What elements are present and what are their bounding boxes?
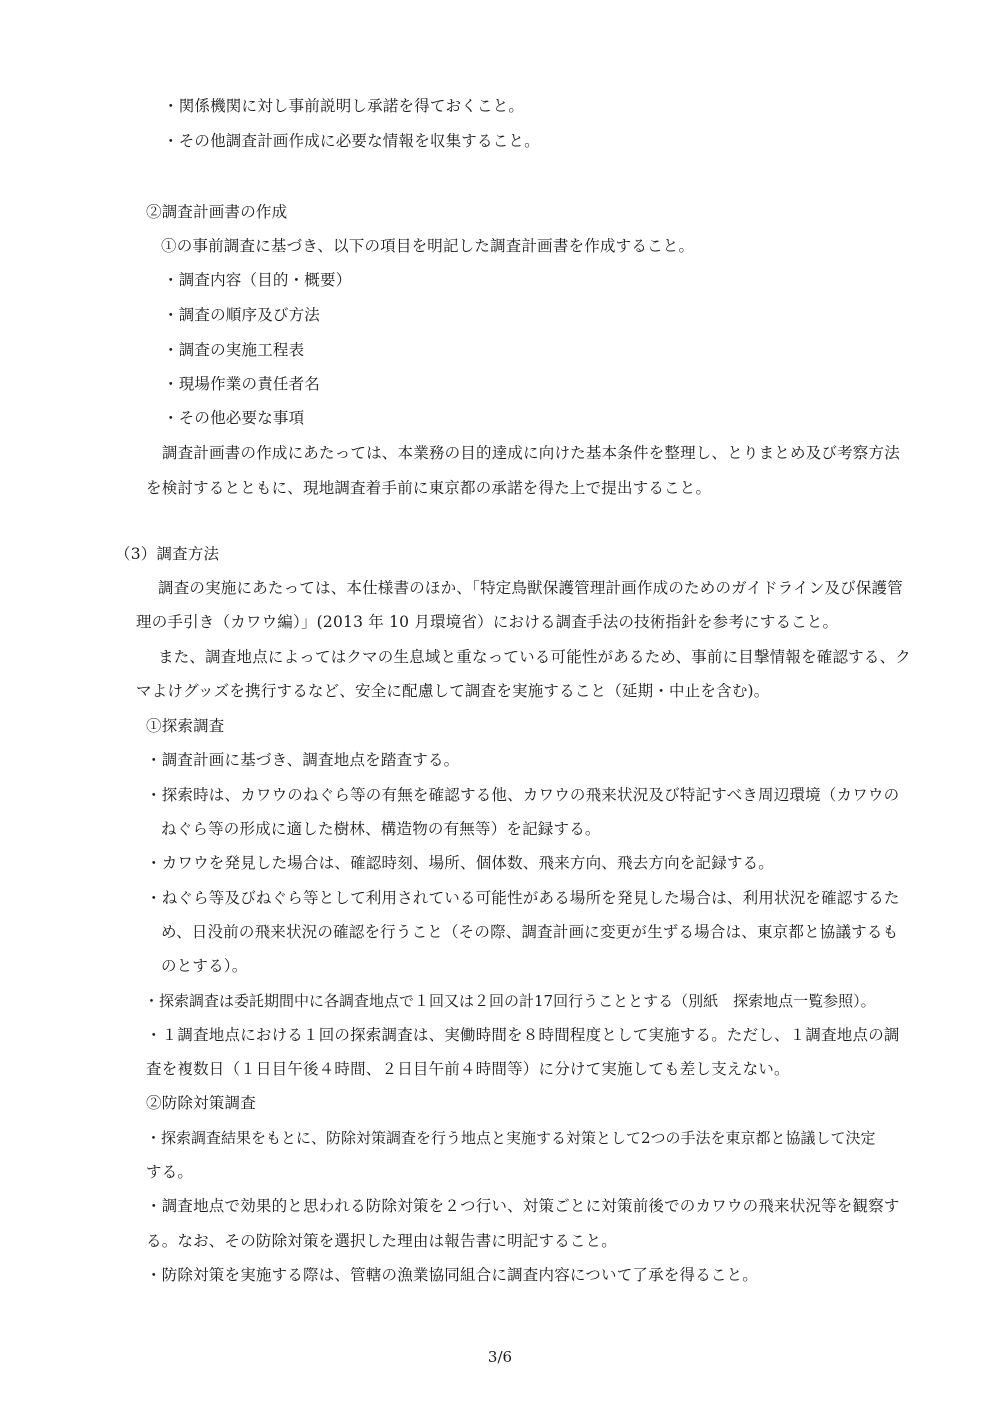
paragraph-line: また、調査地点によってはクマの生息域と重なっている可能性があるため、事前に目撃情報を確認する、ク <box>158 648 911 666</box>
paragraph-line: マよけグッズを携行するなど、安全に配慮して調査を実施すること（延期・中止を含む)。 <box>136 682 770 700</box>
bullet-line: ・調査計画に基づき、調査地点を踏査する。 <box>146 751 460 769</box>
subsection-heading: ①探索調査 <box>146 717 225 735</box>
bullet-line: ・カワウを発見した場合は、確認時刻、場所、個体数、飛来方向、飛去方向を記録する。 <box>146 854 775 872</box>
bullet-line: ・調査の実施工程表 <box>163 341 305 359</box>
page-number: 3/6 <box>487 1348 513 1366</box>
bullet-line: ・探索調査は委託期間中に各調査地点で１回又は２回の計17回行うこととする（別紙 探索地点一覧参照）。 <box>144 992 876 1010</box>
bullet-continuation: 査を複数日（１日目午後４時間、２日目午前４時間等）に分けて実施しても差し支えない。 <box>146 1060 790 1078</box>
bullet-continuation: ねぐら等の形成に適した樹林、構造物の有無等）を記録する。 <box>161 820 601 838</box>
bullet-continuation: する。 <box>146 1163 194 1181</box>
bullet-line: ・現場作業の責任者名 <box>163 375 321 393</box>
paragraph-line: 調査の実施にあたっては、本仕様書のほか、「特定鳥獣保護管理計画作成のためのガイドライン及び保護管 <box>158 579 903 597</box>
paragraph-line: 調査計画書の作成にあたっては、本業務の目的達成に向けた基本条件を整理し、とりまとめ及び考察方法 <box>162 444 900 462</box>
bullet-line: ・調査の順序及び方法 <box>163 306 321 324</box>
section-heading: （3）調査方法 <box>115 545 220 563</box>
bullet-line: ・防除対策を実施する際は、管轄の漁業協同組合に調査内容について了承を得ること。 <box>146 1266 758 1284</box>
bullet-continuation: め、日没前の飛来状況の確認を行うこと（その際、調査計画に変更が生ずる場合は、東京都と協議するも <box>161 923 899 941</box>
bullet-line: ・調査内容（目的・概要） <box>163 271 352 289</box>
bullet-line: ・関係機関に対し事前説明し承諾を得ておくこと。 <box>163 97 525 115</box>
bullet-line: ・その他必要な事項 <box>163 409 305 427</box>
paragraph-line: 理の手引き（カワウ編）」(2013 年 10 月環境省）における調査手法の技術指針を参考にすること。 <box>136 613 839 631</box>
bullet-continuation: る。なお、その防除対策を選択した理由は報告書に明記すること。 <box>146 1232 618 1250</box>
subsection-heading: ②防除対策調査 <box>146 1094 256 1112</box>
paragraph-line: を検討するとともに、現地調査着手前に東京都の承諾を得た上で提出すること。 <box>146 479 712 497</box>
bullet-line: ・１調査地点における１回の探索調査は、実働時間を８時間程度として実施する。ただし、１調査地点の調 <box>146 1026 900 1044</box>
bullet-line: ・探索調査結果をもとに、防除対策調査を行う地点と実施する対策として2つの手法を東京都と協議して決定 <box>146 1129 876 1147</box>
bullet-line: ・探索時は、カワウのねぐら等の有無を確認する他、カワウの飛来状況及び特記すべき周辺環境（カワウの <box>146 786 900 804</box>
bullet-line: ・ねぐら等及びねぐら等として利用されている可能性がある場所を発見した場合は、利用状況を確認するた <box>146 889 900 907</box>
bullet-line: ・調査地点で効果的と思われる防除対策を２つ行い、対策ごとに対策前後でのカワウの飛来状況等を観察す <box>146 1197 900 1215</box>
section-heading: ②調査計画書の作成 <box>146 203 288 221</box>
bullet-line: ・その他調査計画作成に必要な情報を収集すること。 <box>163 132 540 150</box>
bullet-continuation: のとする）。 <box>161 957 248 975</box>
paragraph-line: ①の事前調査に基づき、以下の項目を明記した調査計画書を作成すること。 <box>161 237 695 255</box>
